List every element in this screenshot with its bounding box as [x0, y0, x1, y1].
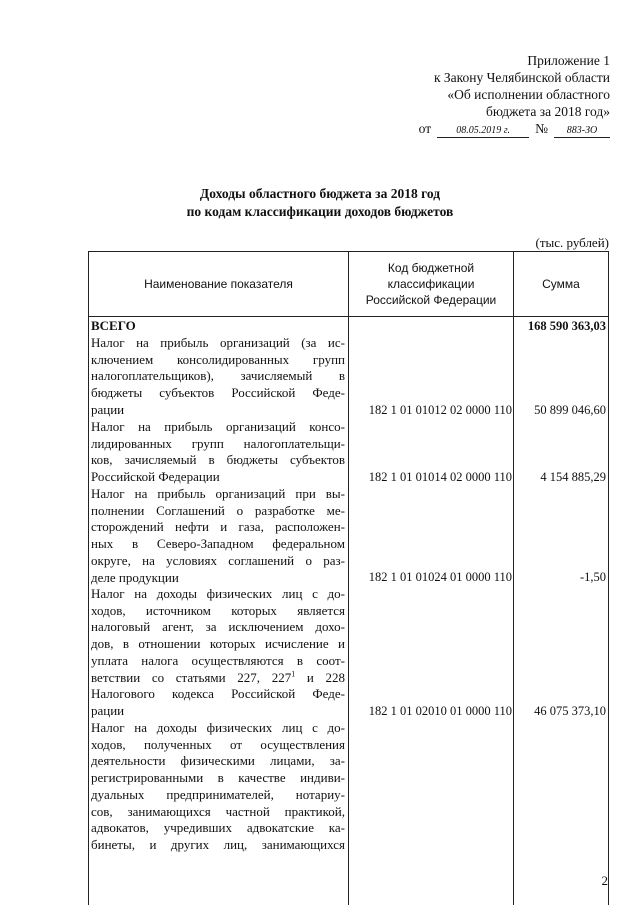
row-name — [91, 318, 345, 335]
row-name-line: Налог на прибыль организаций (за ис- — [91, 335, 345, 350]
header-sum — [514, 251, 608, 316]
row-name-line: Налог на доходы физических лиц с до- — [91, 586, 345, 601]
law-date: 08.05.2019 г. — [437, 125, 529, 138]
row-name — [91, 586, 345, 720]
row-name — [91, 720, 345, 854]
table-row — [88, 335, 609, 419]
row-name-line: адвокатов, учредивших адвокатские ка- — [91, 820, 345, 836]
row-sum: 50 899 046,60 — [534, 403, 606, 418]
row-name-line: налоговый агент, за исключением дохо- — [91, 619, 345, 635]
row-name — [91, 335, 345, 419]
row-sum: 4 154 885,29 — [540, 470, 606, 485]
row-name-line: сов, занимающихся частной практикой, — [91, 803, 345, 819]
row-name-line: Налог на доходы физических лиц с до- — [91, 720, 345, 735]
title-line-2: по кодам классификации доходов бюджетов — [186, 204, 454, 219]
row-name-line: ВСЕГО — [91, 318, 136, 333]
law-number: 883-ЗО — [554, 125, 610, 138]
row-code: 182 1 01 02010 01 0000 110 — [368, 704, 512, 719]
row-name-line: рации — [91, 702, 125, 718]
document-title — [0, 185, 640, 221]
row-name — [91, 419, 345, 486]
header-code-line-2: классификации — [387, 276, 475, 291]
row-name-line: ходов, источником которых является — [91, 602, 345, 618]
row-sum: 168 590 363,03 — [527, 319, 606, 333]
row-name-line: ходов, полученных от осуществления — [91, 736, 345, 752]
row-name-line: ключением консолидированных групп — [91, 351, 345, 367]
row-sum: -1,50 — [579, 570, 606, 585]
row-name-line: ков, зачисляемый в бюджеты субъектов — [91, 452, 345, 468]
header-code — [349, 251, 513, 316]
row-name-line-text: ветствии со статьями 227, 227 — [91, 669, 292, 685]
row-name-line: регистрированными в качестве индиви- — [91, 770, 345, 786]
number-label: № — [535, 121, 548, 136]
row-name-line: Российской Федерации — [91, 469, 220, 485]
table-row — [88, 486, 609, 586]
table-row-total — [88, 318, 609, 335]
row-name-line: дуальных предпринимателей, нотариу- — [91, 786, 345, 802]
table-row — [88, 720, 609, 854]
row-name-line: Налогового кодекса Российской Феде- — [91, 686, 345, 702]
row-name-line: налогоплательщиков), зачисляемый в — [91, 368, 345, 384]
row-name-line: ных в Северо-Западном федеральном — [91, 536, 345, 552]
row-name-line: рации — [91, 401, 125, 417]
row-code: 182 1 01 01014 02 0000 110 — [368, 470, 512, 485]
table-row — [88, 586, 609, 720]
units-label: (тыс. рублей) — [535, 235, 609, 250]
header-sum-text: Сумма — [542, 276, 580, 291]
appendix-line-2: к Закону Челябинской области — [433, 70, 610, 85]
row-name-line: бинеты, и других лиц, занимающихся — [91, 836, 345, 852]
row-name-line: сторождений нефти и газа, расположен- — [91, 519, 345, 535]
row-name-line: деле продукции — [91, 569, 179, 585]
header-code-line-1: Код бюджетной — [387, 260, 475, 275]
row-name-line: полнении Соглашений о разработке ме- — [91, 502, 345, 518]
appendix-line-1: Приложение 1 — [527, 53, 610, 68]
appendix-line-3: «Об исполнении областного — [447, 87, 610, 102]
revenue-table — [88, 251, 609, 905]
row-name-line: Налог на прибыль организаций консо- — [91, 419, 345, 434]
row-name-line: уплата налога осуществляются в соот- — [91, 652, 345, 668]
row-name-line: округе, на условиях соглашений о раз- — [91, 552, 345, 568]
row-name — [91, 486, 345, 586]
row-name-line: Налог на прибыль организаций при вы- — [91, 486, 345, 501]
row-name-line: дов, в отношении которых исчисление и — [91, 636, 345, 652]
row-name-line-tail: и 228 — [295, 669, 345, 685]
row-name-line: деятельности физическими лицами, за- — [91, 753, 345, 769]
row-name-line: бюджеты субъектов Российской Феде- — [91, 385, 345, 401]
row-code: 182 1 01 01024 01 0000 110 — [368, 570, 512, 585]
row-sum: 46 075 373,10 — [534, 704, 606, 719]
header-name — [89, 251, 348, 316]
page-number: 2 — [601, 873, 608, 888]
title-line-1: Доходы областного бюджета за 2018 год — [199, 186, 441, 201]
row-name-line: лидированных групп налогоплательщи- — [91, 435, 345, 451]
law-signature-line — [419, 120, 610, 138]
from-label: от — [418, 121, 432, 136]
table-row — [88, 419, 609, 486]
appendix-line-4: бюджета за 2018 год» — [486, 104, 610, 119]
header-name-text: Наименование показателя — [144, 276, 293, 291]
row-code: 182 1 01 01012 02 0000 110 — [368, 403, 512, 418]
superscript: 1 — [291, 669, 296, 679]
header-code-line-3: Российской Федерации — [365, 292, 497, 307]
appendix-block — [419, 52, 610, 138]
row-name-line-with-superscript — [91, 670, 345, 687]
